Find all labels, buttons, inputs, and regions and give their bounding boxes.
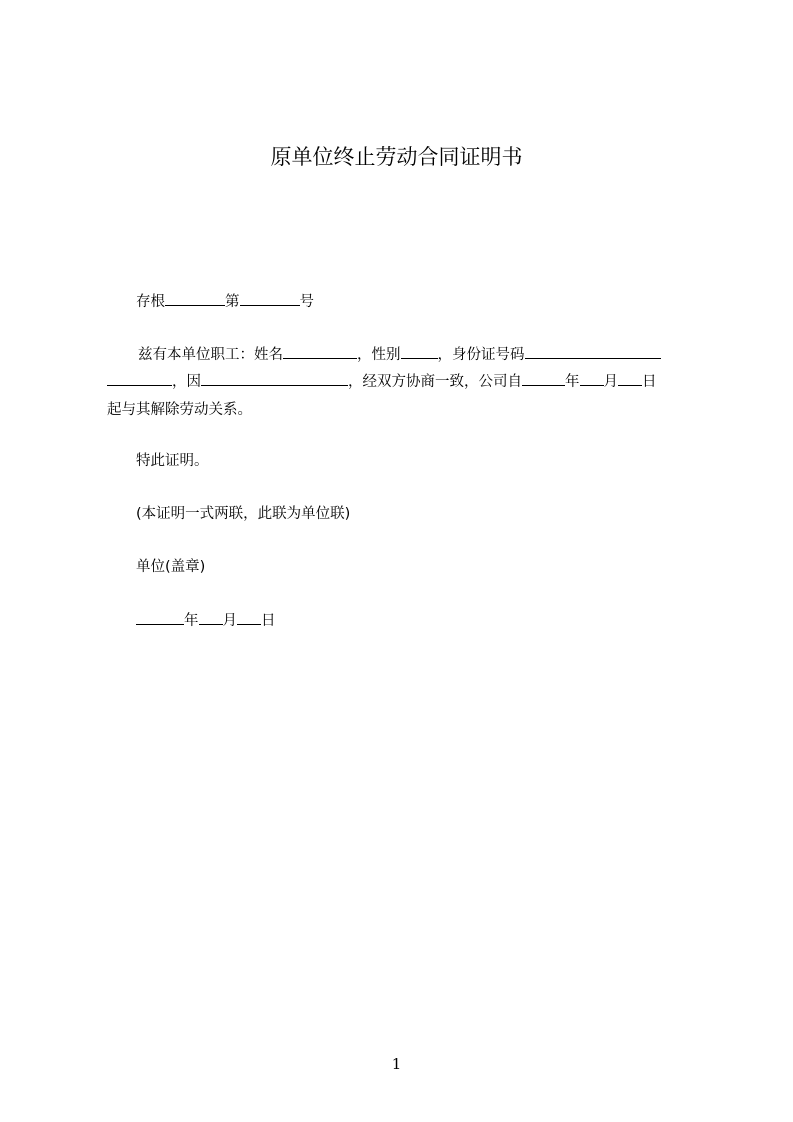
id-number-blank-cont — [107, 371, 172, 386]
stub-di: 第 — [225, 294, 240, 310]
body-line-1 — [138, 344, 661, 365]
body-agreement: ，经双方协商一致，公司自 — [348, 374, 522, 390]
body-day: 日 — [642, 374, 657, 390]
date-month: 月 — [222, 613, 237, 629]
body-paragraph — [107, 344, 701, 424]
date-day-blank — [237, 610, 261, 625]
body-gender: ，性别 — [357, 347, 401, 363]
body-year: 年 — [565, 374, 580, 390]
body-line-2 — [107, 371, 657, 392]
date-year: 年 — [184, 613, 199, 629]
stub-hao: 号 — [299, 294, 314, 310]
date-day: 日 — [261, 613, 276, 629]
reason-blank — [201, 371, 348, 386]
stub-blank-2 — [240, 291, 300, 306]
stub-blank-1 — [165, 291, 225, 306]
gender-blank — [401, 344, 438, 359]
id-number-blank — [525, 344, 661, 359]
stub-label: 存根 — [136, 294, 165, 310]
date-month-blank — [199, 610, 223, 625]
body-reason: ，因 — [172, 374, 201, 390]
body-month: 月 — [603, 374, 618, 390]
body-line-3: 起与其解除劳动关系。 — [107, 402, 252, 418]
stub-line — [136, 291, 314, 312]
unit-seal-label: 单位(盖章) — [136, 559, 206, 575]
document-title: 原单位终止劳动合同证明书 — [270, 145, 523, 169]
copy-note: (本证明一式两联，此联为单位联) — [136, 506, 351, 522]
start-month-blank — [580, 371, 604, 386]
page-number: 1 — [391, 1055, 402, 1073]
body-id-number: ，身份证号码 — [437, 347, 525, 363]
start-year-blank — [522, 371, 565, 386]
name-blank — [283, 344, 357, 359]
start-day-blank — [618, 371, 642, 386]
certify-text: 特此证明。 — [136, 453, 209, 469]
date-year-blank — [136, 610, 184, 625]
date-line — [136, 610, 276, 631]
body-intro: 兹有本单位职工：姓名 — [138, 347, 283, 363]
